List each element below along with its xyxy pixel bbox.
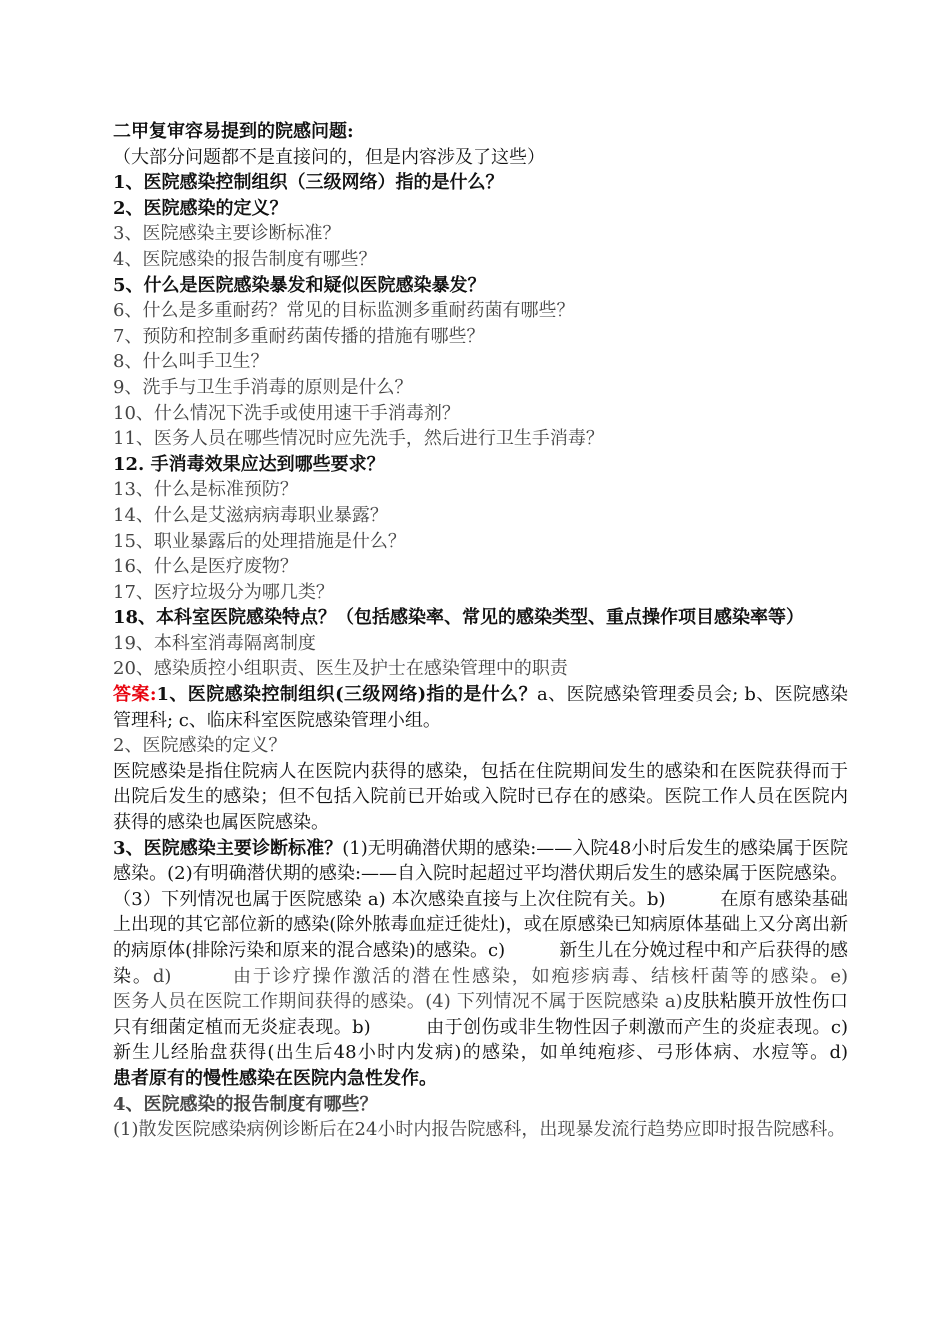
question-item: 9、洗手与卫生手消毒的原则是什么？	[113, 376, 413, 398]
answer-3-text-part4: 患者原有的慢性感染在医院内急性发作。	[113, 1067, 437, 1089]
document-title: 二甲复审容易提到的院感问题:	[113, 121, 354, 142]
question-item: 3、医院感染主要诊断标准？	[113, 223, 341, 245]
document-body	[113, 119, 903, 1143]
question-item: 4、医院感染的报告制度有哪些？	[113, 248, 377, 270]
question-item: 15、职业暴露后的处理措施是什么？	[113, 530, 406, 552]
question-item: 12. 手消毒效果应达到哪些要求？	[113, 453, 385, 475]
answer-1-question: 1、医院感染控制组织(三级网络)指的是什么？	[156, 684, 538, 706]
answer-4-question: 4、医院感染的报告制度有哪些？	[113, 1093, 378, 1115]
answer-2-question: 2、医院感染的定义？	[113, 735, 287, 757]
answer-4-text: (1)散发医院感染病例诊断后在24小时内报告院感科，出现暴发流行趋势应即时报告院感科。	[113, 1119, 846, 1141]
answer-label: 答案:	[113, 684, 157, 706]
answer-1	[113, 682, 848, 733]
question-item: 19、本科室消毒隔离制度	[113, 632, 316, 654]
answer-3-text-part3: 皮肤粘膜开放性伤口只有细菌定植而无炎症表现。b) 由于创伤或非生物性因子刺激而产生的炎症表现。c) 新生儿经胎盘获得(出生后48小时内发病)的感染，如单纯疱疹、弓形体病、水痘等。d)	[113, 991, 902, 1064]
question-item: 8、什么叫手卫生？	[113, 351, 269, 373]
question-item: 6、什么是多重耐药？常见的目标监测多重耐药菌有哪些？	[113, 300, 575, 322]
question-item: 20、感染质控小组职责、医生及护士在感染管理中的职责	[113, 658, 568, 680]
question-item: 16、什么是医疗废物？	[113, 556, 298, 578]
question-item: 14、什么是艾滋病病毒职业暴露？	[113, 504, 388, 526]
answer-3-text-part1: (1)无明确潜伏期的感染:——入院48小时后发生的感染属于医院感染。(2)有明确潜伏期的感染:——自入院时起超过平均潜伏期后发生的感染属于医院感染。（3）下列情况也属于医院感染 a) 本次感染直接与上次住院有关。b) 在原有感染基础上出现的其它部位新的感染(除外脓毒血症迁徙灶)，或在原感染已知病原体基础上又分离出新的病原体(排除污染和原来的混合感染)的感染。c) 新生儿在分娩过程中和产后获得的感染。	[113, 837, 848, 987]
question-item: 1、医院感染控制组织（三级网络）指的是什么？	[113, 172, 504, 194]
answer-1-text: a、医院感染管理委员会; b、医院感染管理科; c、临床科室医院感染管理小组。	[113, 684, 848, 731]
question-item: 7、预防和控制多重耐药菌传播的措施有哪些？	[113, 325, 485, 347]
question-item: 17、医疗垃圾分为哪几类？	[113, 581, 334, 603]
answer-2-text: 医院感染是指住院病人在医院内获得的感染，包括在住院期间发生的感染和在医院获得而于出院后发生的感染；但不包括入院前已开始或入院时已存在的感染。医院工作人员在医院内获得的感染也属医院感染。	[113, 760, 848, 834]
question-item: 13、什么是标准预防？	[113, 479, 298, 501]
answer-3	[113, 836, 903, 1092]
question-item: 2、医院感染的定义？	[113, 197, 288, 219]
answer-3-text-part2: d) 由于诊疗操作激活的潜在性感染，如疱疹病毒、结核杆菌等的感染。e) 医务人员在医院工作期间获得的感染。(4) 下列情况不属于医院感染 a)	[113, 965, 903, 1013]
question-item: 11、医务人员在哪些情况时应先洗手，然后进行卫生手消毒？	[113, 428, 604, 450]
question-item: 5、什么是医院感染暴发和疑似医院感染暴发？	[113, 274, 486, 296]
question-item: 18、本科室医院感染特点？（包括感染率、常见的感染类型、重点操作项目感染率等）	[113, 607, 805, 629]
question-item: 10、什么情况下洗手或使用速干手消毒剂？	[113, 402, 460, 424]
answer-3-question: 3、医院感染主要诊断标准？	[113, 837, 343, 859]
document-subtitle: （大部分问题都不是直接问的，但是内容涉及了这些）	[113, 146, 545, 168]
